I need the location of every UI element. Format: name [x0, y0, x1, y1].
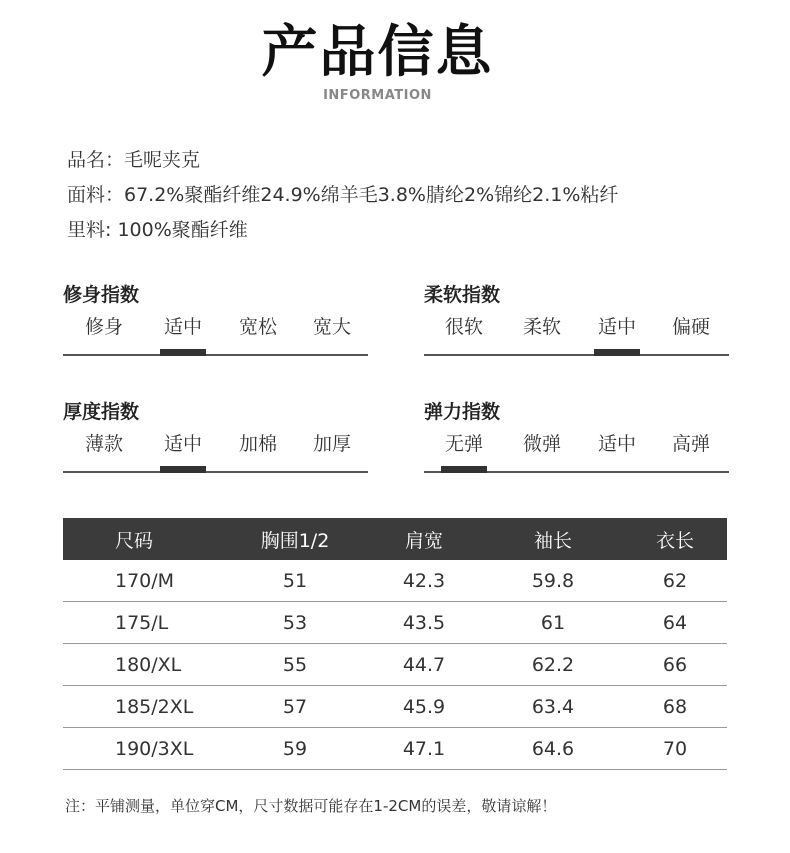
cell-size: 180/XL — [63, 644, 225, 686]
elasticity-option: 高弹 — [671, 433, 710, 455]
thickness-option: 适中 — [163, 433, 202, 455]
table-row — [63, 644, 727, 686]
softness-index — [424, 280, 729, 350]
cell-chest: 53 — [225, 602, 365, 644]
cell-sleeve: 64.6 — [483, 728, 623, 770]
cell-sleeve: 59.8 — [483, 560, 623, 602]
header-chest: 胸围1/2 — [225, 518, 365, 560]
product-name: 品名：毛呢夹克 — [67, 149, 201, 171]
cell-size: 185/2XL — [63, 686, 225, 728]
table-row — [63, 686, 727, 728]
cell-length: 64 — [623, 602, 727, 644]
fit-option: 宽松 — [238, 316, 277, 338]
elasticity-selected-marker — [441, 466, 487, 473]
cell-chest: 59 — [225, 728, 365, 770]
cell-shoulder: 42.3 — [365, 560, 483, 602]
cell-shoulder: 47.1 — [365, 728, 483, 770]
elasticity-option: 适中 — [597, 433, 636, 455]
cell-length: 68 — [623, 686, 727, 728]
softness-option: 柔软 — [522, 316, 561, 338]
fit-option: 宽大 — [312, 316, 351, 338]
cell-length: 62 — [623, 560, 727, 602]
product-fabric: 面料：67.2%聚酯纤维24.9%绵羊毛3.8%腈纶2%锦纶2.1%粘纤 — [67, 184, 619, 206]
header-size: 尺码 — [63, 518, 225, 560]
cell-size: 170/M — [63, 560, 225, 602]
header-sleeve: 袖长 — [483, 518, 623, 560]
cell-chest: 55 — [225, 644, 365, 686]
size-table-header — [63, 518, 727, 560]
fit-option: 修身 — [84, 316, 123, 338]
cell-shoulder: 44.7 — [365, 644, 483, 686]
fit-selected-marker — [160, 349, 206, 356]
softness-selected-marker — [594, 349, 640, 356]
cell-sleeve: 62.2 — [483, 644, 623, 686]
fit-index — [63, 280, 368, 350]
header-shoulder: 肩宽 — [365, 518, 483, 560]
elasticity-option: 微弹 — [522, 433, 561, 455]
softness-scale-line — [424, 354, 729, 356]
table-row — [63, 602, 727, 644]
cell-sleeve: 61 — [483, 602, 623, 644]
cell-length: 70 — [623, 728, 727, 770]
elasticity-index-title: 弹力指数 — [424, 401, 501, 423]
fit-scale-line — [63, 354, 368, 356]
cell-shoulder: 45.9 — [365, 686, 483, 728]
elasticity-index — [424, 397, 729, 467]
softness-index-title: 柔软指数 — [424, 284, 501, 306]
thickness-selected-marker — [160, 466, 206, 473]
softness-option: 适中 — [597, 316, 636, 338]
cell-size: 190/3XL — [63, 728, 225, 770]
cell-shoulder: 43.5 — [365, 602, 483, 644]
size-table — [63, 518, 727, 770]
header-length: 衣长 — [623, 518, 727, 560]
thickness-option: 加棉 — [238, 433, 277, 455]
thickness-option: 加厚 — [312, 433, 351, 455]
cell-chest: 57 — [225, 686, 365, 728]
table-row — [63, 728, 727, 770]
product-lining: 里料: 100%聚酯纤维 — [67, 219, 248, 241]
thickness-scale-line — [63, 471, 368, 473]
measurement-note: 注：平铺测量，单位穿CM，尺寸数据可能存在1-2CM的误差，敬请谅解！ — [65, 797, 557, 815]
cell-length: 66 — [623, 644, 727, 686]
cell-sleeve: 63.4 — [483, 686, 623, 728]
table-row — [63, 560, 727, 602]
page-title: 产品信息 — [261, 20, 494, 85]
fit-option: 适中 — [163, 316, 202, 338]
fit-index-title: 修身指数 — [63, 284, 140, 306]
thickness-index — [63, 397, 368, 467]
page-subtitle: INFORMATION — [323, 88, 432, 103]
softness-option: 很软 — [444, 316, 483, 338]
cell-chest: 51 — [225, 560, 365, 602]
softness-option: 偏硬 — [671, 316, 710, 338]
thickness-index-title: 厚度指数 — [63, 401, 140, 423]
thickness-option: 薄款 — [84, 433, 123, 455]
elasticity-option: 无弹 — [444, 433, 483, 455]
cell-size: 175/L — [63, 602, 225, 644]
